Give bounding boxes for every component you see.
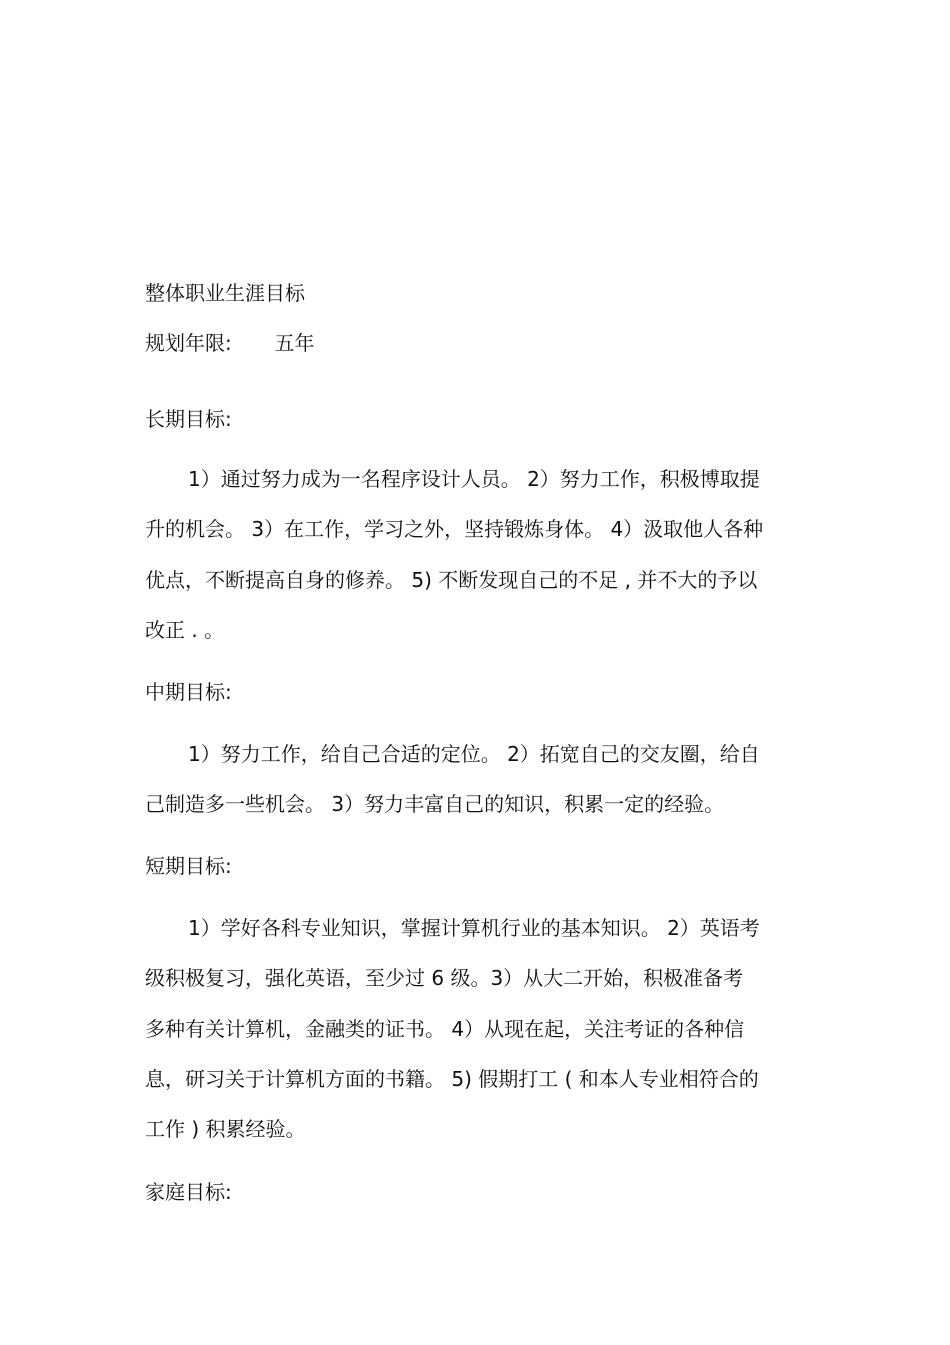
family-heading: 家庭目标: bbox=[145, 1180, 232, 1204]
short-term-line: 多种有关计算机，金融类的证书。 4）从现在起，关注考证的各种信 bbox=[145, 1017, 745, 1041]
document-title: 整体职业生涯目标 bbox=[145, 281, 305, 305]
short-term-line: 1）学好各科专业知识，掌握计算机行业的基本知识。 2）英语考 bbox=[188, 916, 760, 940]
long-term-line: 1）通过努力成为一名程序设计人员。 2）努力工作，积极博取提 bbox=[188, 467, 760, 491]
mid-term-line: 1）努力工作，给自己合适的定位。 2）拓宽自己的交友圈，给自 bbox=[188, 742, 760, 766]
long-term-line: 改正 . 。 bbox=[145, 618, 225, 642]
plan-period-label: 规划年限: bbox=[145, 331, 232, 355]
long-term-heading: 长期目标: bbox=[145, 407, 232, 431]
short-term-line: 工作 ) 积累经验。 bbox=[145, 1117, 306, 1141]
long-term-line: 优点，不断提高自身的修养。 5) 不断发现自己的不足 , 并不大的予以 bbox=[145, 568, 758, 592]
mid-term-heading: 中期目标: bbox=[145, 680, 232, 704]
plan-period-row bbox=[145, 329, 314, 357]
plan-period-value: 五年 bbox=[274, 331, 315, 355]
short-term-heading: 短期目标: bbox=[145, 854, 232, 878]
mid-term-line: 己制造多一些机会。 3）努力丰富自己的知识，积累一定的经验。 bbox=[145, 792, 725, 816]
long-term-line: 升的机会。 3）在工作，学习之外，坚持锻炼身体。 4）汲取他人各种 bbox=[145, 517, 764, 541]
short-term-line: 息，研习关于计算机方面的书籍。 5) 假期打工 ( 和本人专业相符合的 bbox=[145, 1067, 759, 1091]
short-term-line: 级积极复习，强化英语，至少过 6 级。3）从大二开始，积极准备考 bbox=[145, 966, 744, 990]
